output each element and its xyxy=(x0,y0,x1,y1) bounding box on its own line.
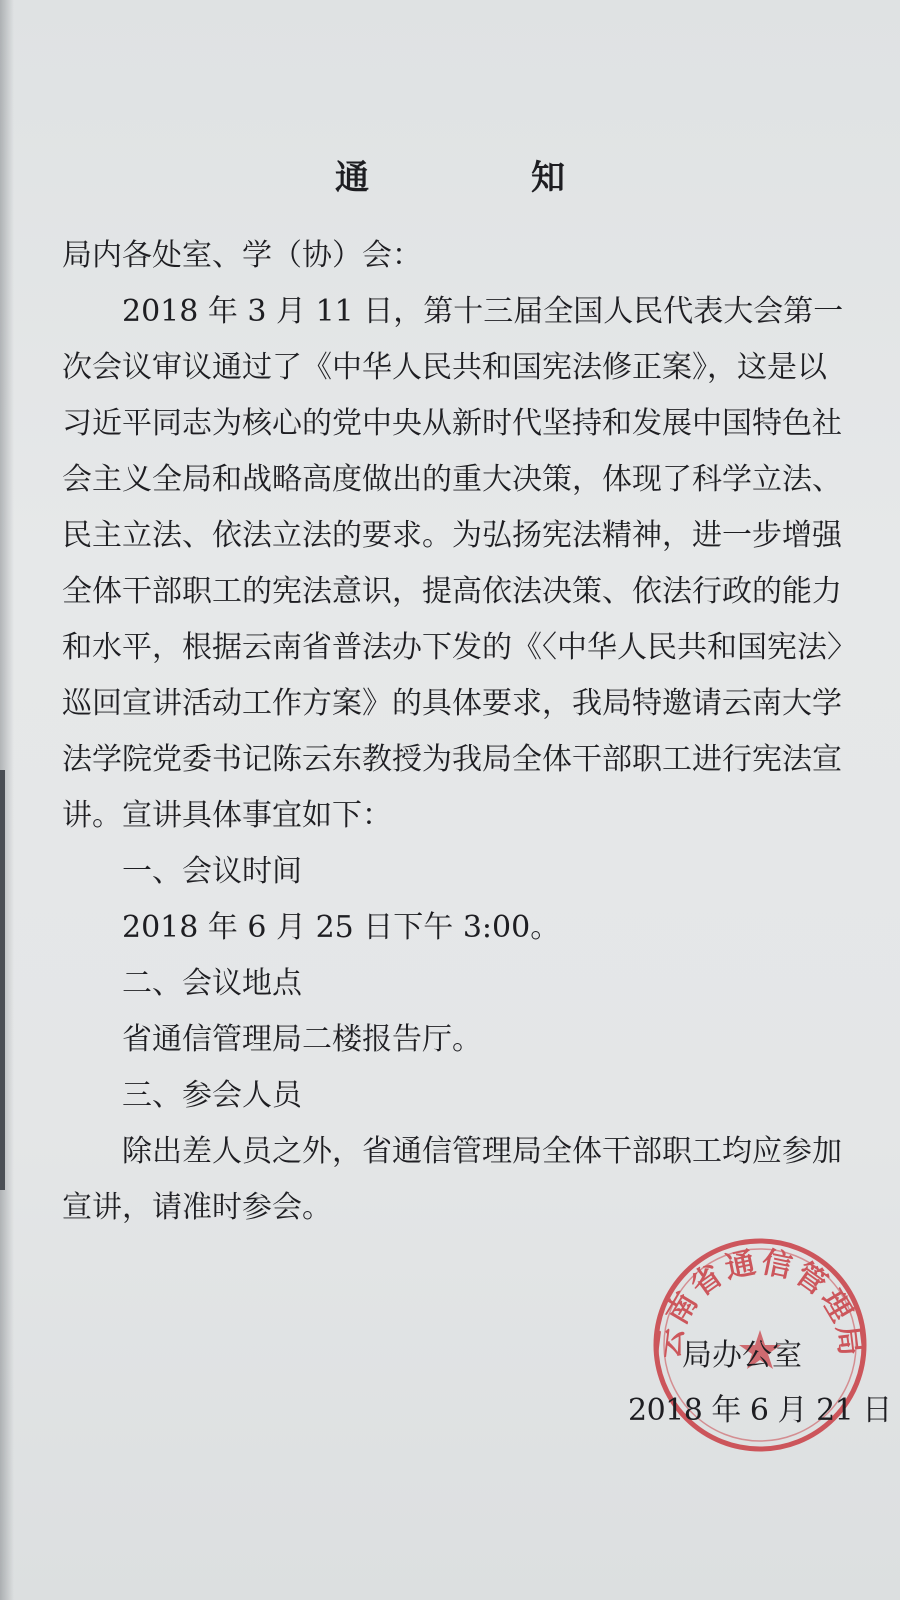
section-content-time: 2018 年 6 月 25 日下午 3:00。 xyxy=(122,910,561,945)
signature-office: 局办公室 xyxy=(682,1338,802,1373)
document-title: 通 知 xyxy=(335,158,629,198)
signature-date: 2018 年 6 月 21 日 xyxy=(628,1393,892,1428)
page-edge-bar xyxy=(0,770,5,1190)
salutation: 局内各处室、学（协）会： xyxy=(62,238,422,273)
section-heading-attendees: 三、参会人员 xyxy=(122,1078,302,1113)
section-content-location: 省通信管理局二楼报告厅。 xyxy=(122,1022,482,1057)
section-heading-time: 一、会议时间 xyxy=(122,854,302,889)
section-content-attendees: 除出差人员之外，省通信管理局全体干部职工均应参加宣讲，请准时参会。 xyxy=(62,1134,842,1225)
document-body xyxy=(62,228,852,1236)
seal-text: 云南省通信管理局 xyxy=(651,1244,869,1361)
section-heading-location: 二、会议地点 xyxy=(122,966,302,1001)
main-paragraph: 2018 年 3 月 11 日，第十三届全国人民代表大会第一次会议审议通过了《中华人民共和国宪法修正案》，这是以习近平同志为核心的党中央从新时代坚持和发展中国特色社会主义全局和战略高度做出的重大决策，体现了科学立法、民主立法、依法立法的要求。为弘扬宪法精神，进一步增强全体干部职工的宪法意识，提高依法决策、依法行政的能力和水平，根据云南省普法办下发的《〈中华人民共和国宪法〉巡回宣讲活动工作方案》的具体要求，我局特邀请云南大学法学院党委书记陈云东教授为我局全体干部职工进行宪法宣讲。宣讲具体事宜如下： xyxy=(62,294,844,833)
